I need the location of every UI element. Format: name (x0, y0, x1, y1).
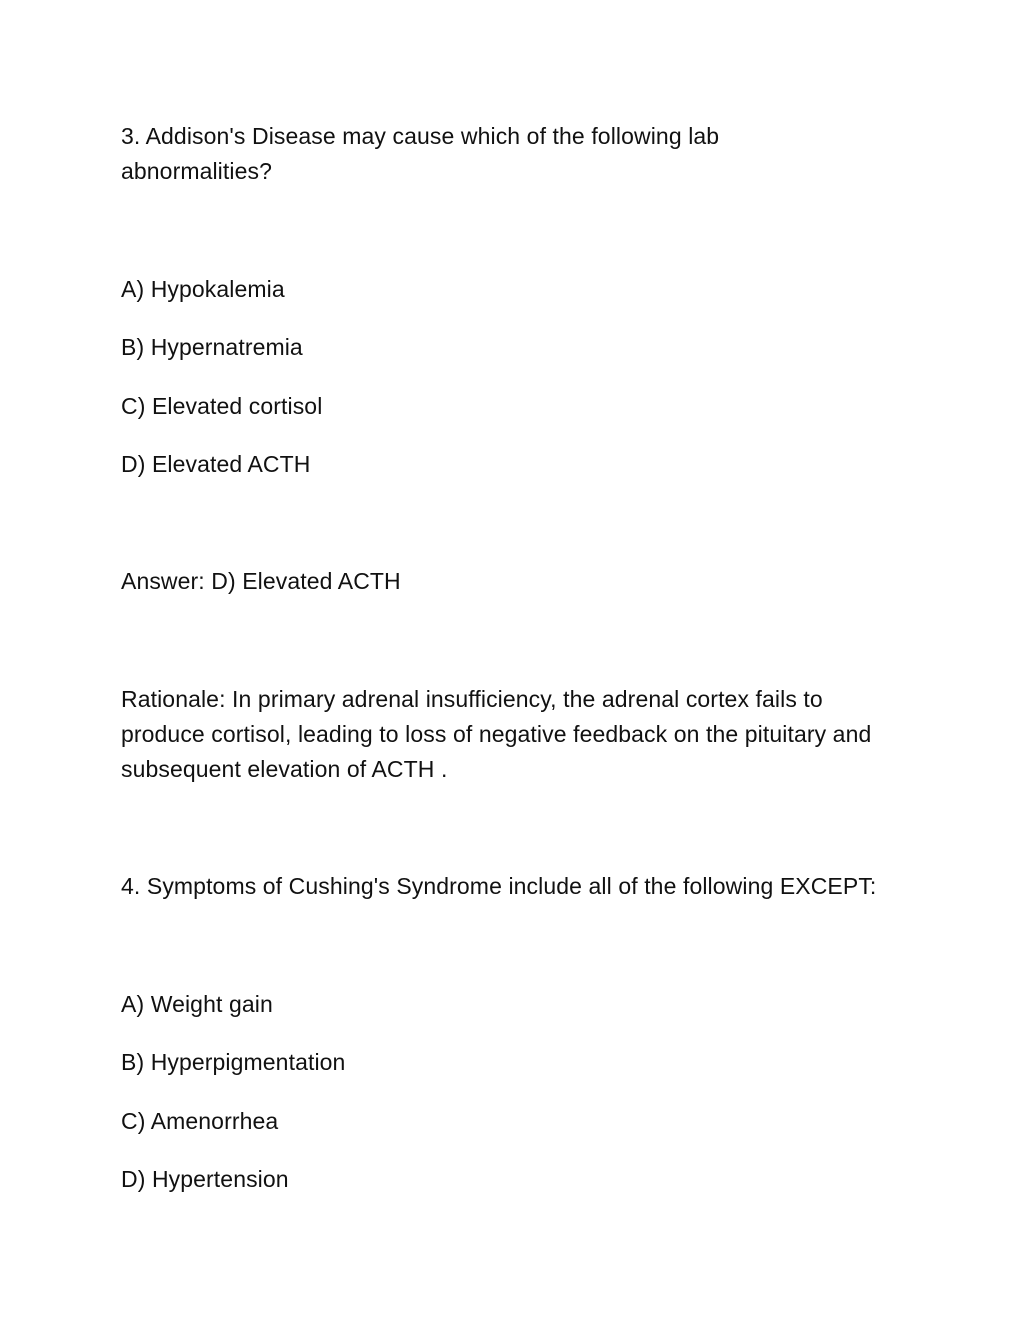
question-4-option-b: B) Hyperpigmentation (121, 1049, 346, 1075)
question-3-answer: Answer: D) Elevated ACTH (121, 568, 401, 594)
question-3-option-a: A) Hypokalemia (121, 276, 285, 302)
question-3-option-b: B) Hypernatremia (121, 334, 303, 360)
question-4-text: 4. Symptoms of Cushing's Syndrome include all of the following EXCEPT: (121, 873, 877, 899)
question-4-option-d: D) Hypertension (121, 1166, 289, 1192)
question-3-rationale: Rationale: In primary adrenal insufficiency, the adrenal cortex fails to produce cortisol, leading to loss of negative feedback on the pituitary and subsequent elevation of ACTH . (121, 686, 872, 782)
question-4-option-c: C) Amenorrhea (121, 1108, 279, 1134)
question-3-option-d: D) Elevated ACTH (121, 451, 311, 477)
question-3-option-c: C) Elevated cortisol (121, 393, 323, 419)
question-3-text: 3. Addison's Disease may cause which of the following lab abnormalities? (121, 123, 720, 184)
question-4-option-a: A) Weight gain (121, 991, 273, 1017)
